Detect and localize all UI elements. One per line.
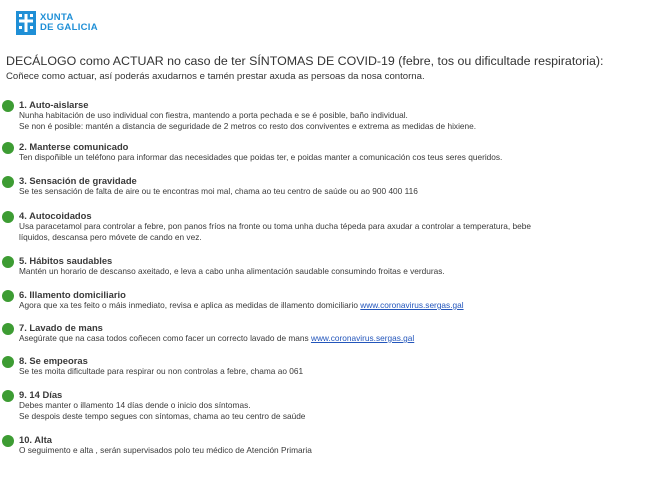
item-line-text: Asegúrate que na casa todos coñecen como facer un correcto lavado de mans <box>19 333 311 343</box>
coronavirus-link[interactable]: www.coronavirus.sergas.gal <box>360 300 464 310</box>
item-text <box>19 186 418 197</box>
green-bullet-icon <box>2 142 14 154</box>
green-bullet-icon <box>2 176 14 188</box>
coronavirus-link[interactable]: www.coronavirus.sergas.gal <box>310 333 415 343</box>
item-line: O seguimento e alta , serán supervisados polo teu médico de Atención Primaria <box>19 445 312 455</box>
item-line: Mantén un horario de descanso axeitado, e leva a cabo unha alimentación saudable consumindo froitas e verduras. <box>19 266 445 276</box>
item-heading: 1. Auto-aislarse <box>19 99 89 110</box>
green-bullet-icon <box>2 435 14 447</box>
green-bullet-icon <box>2 390 14 402</box>
item-heading: 4. Autocoidados <box>19 210 92 221</box>
list-item-10 <box>0 432 650 468</box>
item-text <box>19 366 303 377</box>
list-item-2 <box>0 139 650 175</box>
item-text <box>19 221 531 242</box>
list-item-6 <box>0 287 650 323</box>
list-item-9 <box>0 387 650 423</box>
brand-name <box>40 13 98 33</box>
green-bullet-icon <box>2 290 14 302</box>
item-heading: 5. Hábitos saudables <box>19 255 113 266</box>
green-bullet-icon <box>2 356 14 368</box>
item-heading: 10. Alta <box>19 434 52 445</box>
item-heading: 9. 14 Días <box>19 389 63 400</box>
item-line: Nunha habitación de uso individual con fiestra, mantendo a porta pechada e se é posible, baño individual. <box>19 110 408 120</box>
item-line: Ten dispoñible un teléfono para informar das necesidades que poidas ter, e poidas manter a comunicación cos teus seres queridos. <box>19 152 503 162</box>
item-text <box>19 333 414 344</box>
item-text <box>19 300 464 311</box>
item-line: Se despois deste tempo segues con síntomas, chama ao teu centro de saúde <box>19 410 306 421</box>
item-line: Se non é posible: mantén a distancia de seguridade de 2 metros co resto dos conviventes e extrema as medidas de hixiene. <box>19 120 477 131</box>
green-bullet-icon <box>2 100 14 112</box>
list-item-5 <box>0 253 650 289</box>
item-text <box>19 445 312 456</box>
list-item-4 <box>0 208 650 244</box>
list-item-3 <box>0 173 650 209</box>
item-heading: 3. Sensación de gravidade <box>19 175 137 186</box>
item-text <box>19 400 305 421</box>
green-bullet-icon <box>2 256 14 268</box>
item-heading: 8. Se empeoras <box>19 355 88 366</box>
xunta-logo <box>16 11 98 35</box>
item-heading: 2. Manterse comunicado <box>19 141 129 152</box>
page-subtitle: Coñece como actuar, así poderás axudarnos e tamén prestar axuda as persoas da nosa contorna. <box>6 71 425 82</box>
item-heading: 7. Lavado de mans <box>19 322 103 333</box>
item-line-text: Agora que xa tes feito o máis inmediato, revisa e aplica as medidas de illamento domiciliario <box>19 300 361 310</box>
item-line: Usa paracetamol para controlar a febre, pon panos fríos na fronte ou toma unha ducha tépeda para axudar a controlar a temperatura, bebe <box>19 221 531 231</box>
page-title: DECÁLOGO como ACTUAR no caso de ter SÍNTOMAS DE COVID-19 (febre, tos ou dificultade respiratoria): <box>6 54 604 68</box>
xunta-cross-logo-icon <box>16 11 36 35</box>
item-line: Se tes moita dificultade para respirar ou non controlas a febre, chama ao 061 <box>19 366 304 376</box>
item-line: Debes manter o illamento 14 días dende o inicio dos síntomas. <box>19 400 251 410</box>
item-line <box>19 300 464 311</box>
green-bullet-icon <box>2 323 14 335</box>
brand-line-2: DE GALICIA <box>40 22 98 33</box>
list-item-7 <box>0 320 650 356</box>
item-text <box>19 110 476 131</box>
list-item-8 <box>0 353 650 389</box>
item-heading: 6. Illamento domiciliario <box>19 289 126 300</box>
list-item-1 <box>0 97 650 133</box>
item-text <box>19 266 445 277</box>
item-line: líquidos, descansa pero móvete de cando en vez. <box>19 231 202 242</box>
brand-line-1: XUNTA <box>40 12 74 23</box>
item-line <box>19 333 414 344</box>
item-text <box>19 152 502 163</box>
item-line: Se tes sensación de falta de aire ou te encontras moi mal, chama ao teu centro de saúde ou ao 900 400 116 <box>19 186 418 196</box>
green-bullet-icon <box>2 211 14 223</box>
